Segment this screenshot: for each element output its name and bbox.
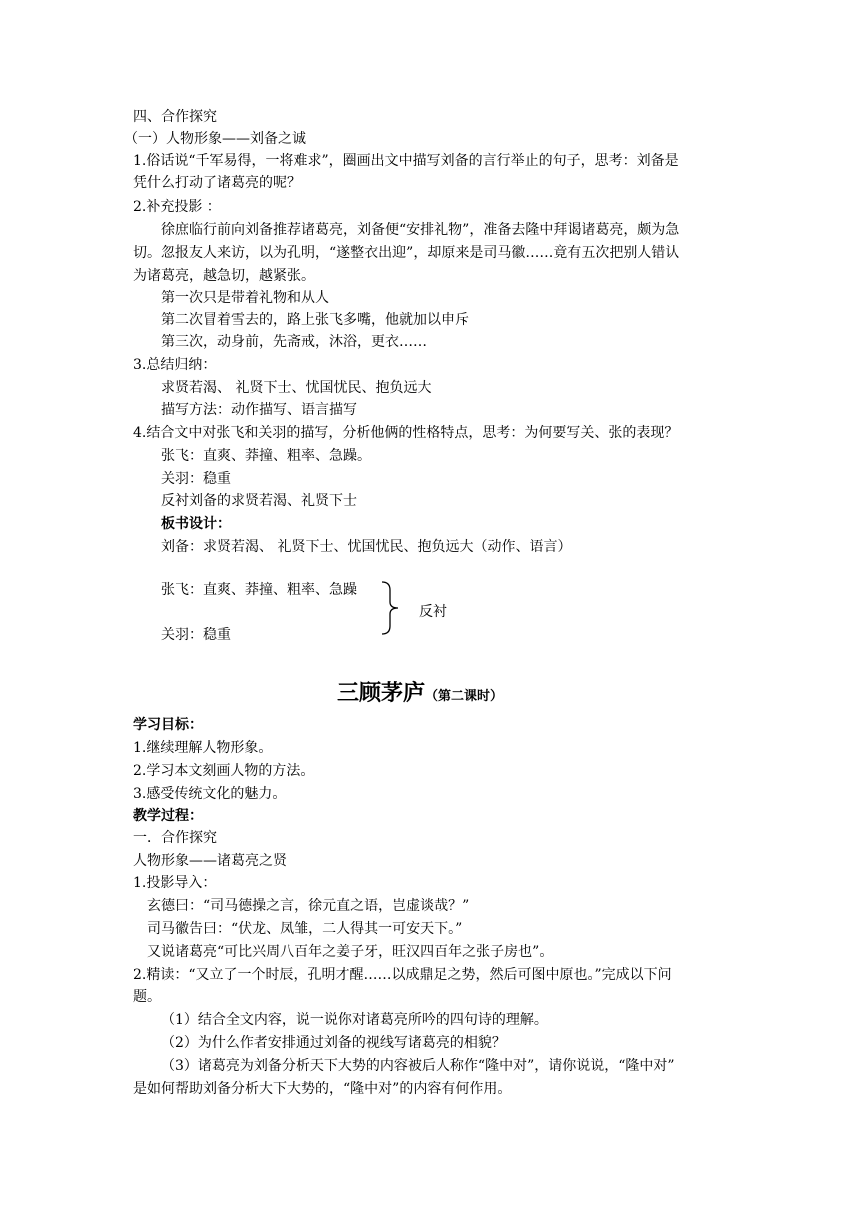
reading-question-1: （1）结合全文内容，说一说你对诸葛亮所吟的四句诗的理解。 [161, 1012, 548, 1028]
right-brace-icon [378, 580, 400, 636]
step-1-sub: 人物形象——诸葛亮之贤 [133, 853, 287, 869]
process-label: 教学过程： [133, 808, 203, 824]
section-heading: 四、合作探究 [133, 109, 217, 125]
guanyu-traits: 关羽：稳重 [161, 471, 231, 487]
board-liubei: 刘备：求贤若渴、 礼贤下士、忧国忧民、抱负远大（动作、语言） [161, 539, 572, 555]
subsection-heading: （一）人物形象——刘备之诚 [124, 131, 306, 147]
visit-3: 第三次，动身前，先斋戒，沐浴，更衣…… [161, 334, 427, 350]
close-reading-line-1: 2.精读：“又立了一个时辰，孔明才醒……以成鼎足之势，然后可图中原也。”完成以下问 [133, 967, 672, 983]
paragraph-line-3: 为诸葛亮，越急切，越紧张。 [133, 268, 315, 284]
step-1: 一．合作探究 [133, 830, 217, 846]
quote-1: 玄德曰：“司马德操之言，徐元直之语，岂虚谈哉？” [147, 898, 470, 914]
intro-label: 1.投影导入： [133, 875, 217, 891]
visit-1: 第一次只是带着礼物和从人 [161, 290, 329, 306]
question-1-line-1: 1.俗话说“千军易得，一将难求”，圈画出文中描写刘备的言行举止的句子，思考：刘备是 [133, 153, 679, 169]
lesson-title [337, 680, 503, 711]
question-3: 3.总结归纳： [133, 357, 217, 373]
lesson-title-sub: （第二课时） [425, 689, 504, 704]
question-2: 2.补充投影 ： [133, 199, 221, 215]
question-1-line-2: 凭什么打动了诸葛亮的呢？ [133, 175, 301, 191]
quote-2: 司马徽告曰：“伏龙、凤雏，二人得其一可安天下。” [147, 921, 463, 937]
visit-2: 第二次冒着雪去的，路上张飞多嘴，他就加以申斥 [161, 312, 469, 328]
reading-question-3-line-1: （3）诸葛亮为刘备分析天下大势的内容被后人称作“隆中对”，请你说说，“隆中对” [161, 1058, 675, 1074]
goal-1: 1.继续理解人物形象。 [133, 740, 273, 756]
zhangfei-traits: 张飞：直爽、莽撞、粗率、急躁。 [161, 448, 371, 464]
summary-traits: 求贤若渴、 礼贤下士、忧国忧民、抱负远大 [161, 380, 432, 396]
board-contrast: 反衬 [419, 604, 447, 620]
reading-question-3-line-2: 是如何帮助刘备分析大下大势的，“隆中对”的内容有何作用。 [133, 1081, 512, 1097]
board-design-label: 板书设计： [161, 516, 231, 532]
lesson-title-main: 三顾茅庐 [337, 681, 426, 706]
goal-3: 3.感受传统文化的魅力。 [133, 786, 287, 802]
reading-question-2: （2）为什么作者安排通过刘备的视线写诸葛亮的相貌？ [161, 1035, 506, 1051]
board-zhangfei: 张飞：直爽、莽撞、粗率、急躁 [161, 582, 357, 598]
summary-methods: 描写方法：动作描写、语言描写 [161, 402, 357, 418]
goals-label: 学习目标： [133, 717, 203, 733]
quote-3: 又说诸葛亮“可比兴周八百年之姜子牙，旺汉四百年之张子房也”。 [147, 944, 554, 960]
contrast-note: 反衬刘备的求贤若渴、礼贤下士 [161, 493, 357, 509]
question-4: 4.结合文中对张飞和关羽的描写，分析他俩的性格特点，思考：为何要写关、张的表现？ [133, 425, 679, 441]
paragraph-line-1: 徐庶临行前向刘备推荐诸葛亮，刘备便“安排礼物”，准备去隆中拜谒诸葛亮，颇为急 [161, 222, 680, 238]
paragraph-line-2: 切。忽报友人来访，以为孔明，“遂整衣出迎”，却原来是司马徽……竟有五次把别人错认 [133, 245, 680, 261]
goal-2: 2.学习本文刻画人物的方法。 [133, 763, 315, 779]
close-reading-line-2: 题。 [133, 989, 161, 1005]
board-guanyu: 关羽：稳重 [161, 627, 231, 643]
